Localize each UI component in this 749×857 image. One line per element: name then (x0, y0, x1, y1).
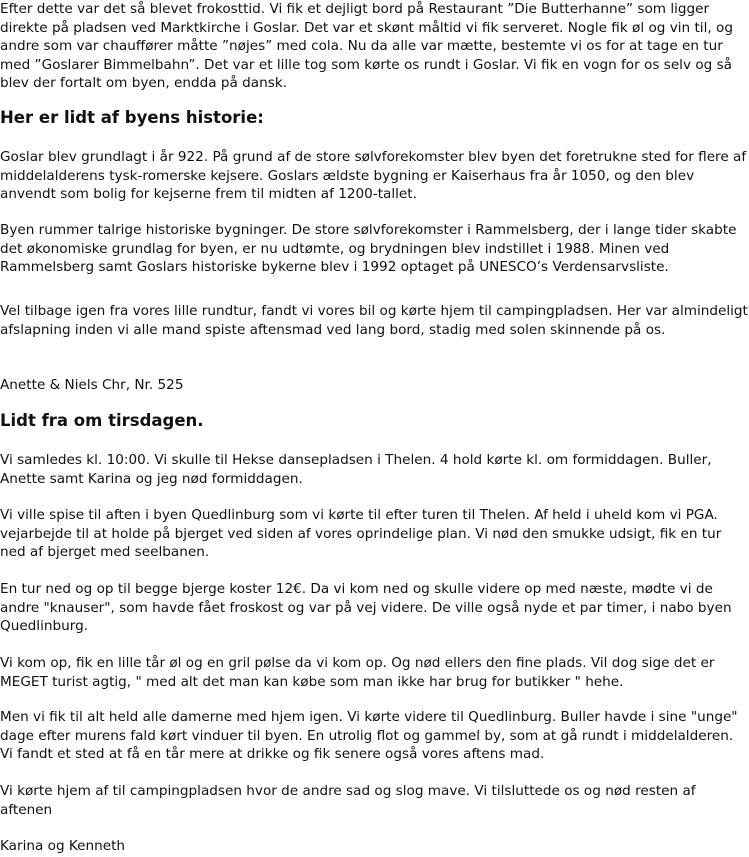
signature-karina-kenneth: Karina og Kenneth (0, 838, 126, 854)
tuesday-paragraph-1: Vi samledes kl. 10:00. Vi skulle til Hekse dansepladsen i Thelen. 4 hold kørte kl. om formiddagen. Buller, Anette samt Karina og jeg nød formiddagen. (0, 452, 712, 487)
history-paragraph-2: Byen rummer talrige historiske bygninger. De store sølvforekomster i Rammelsberg, der i lange tider skabte det økonomiske grundlag for byen, er nu udtømte, og brydningen blev indstillet i 1988. Minen ved Rammelsberg samt Goslars historiske bykerne blev i 1992 optaget på UNESCO’s Verdensarvsliste. (0, 222, 737, 275)
history-paragraph-1: Goslar blev grundlagt i år 922. På grund af de store sølvforekomster blev byen det foretrukne sted for flere af middelalderens tysk-romerske kejsere. Goslars ældste bygning er Kaiserhaus fra år 1050, og den blev anvendt som bolig for kejserne frem til midten af 1200-tallet. (0, 149, 747, 202)
tuesday-paragraph-5: Men vi fik til alt held alle damerne med hjem igen. Vi kørte videre til Quedlinburg. Buller havde i sine "unge" dage efter murens fald kørt vinduer til byen. En utrolig flot og gammel by, som at gå rundt i middelalderen. Vi fandt et sted at få en tår mere at drikke og fik senere også vores aftens mad. (0, 709, 738, 762)
tuesday-paragraph-4: Vi kom op, fik en lille tår øl og en gril pølse da vi kom op. Og nød ellers den fine plads. Vil dog sige det er MEGET turist agtig, " med alt det man kan købe som man ikke har brug for butikker " hehe. (0, 655, 715, 690)
tuesday-paragraph-3: En tur ned og op til begge bjerge koster 12€. Da vi kom ned og skulle videre op med næste, mødte vi de andre "knauser", som havde fået froskost og var på vej videre. De ville også nyde et par timer, i nabo byen Quedlinburg. (0, 581, 732, 634)
tuesday-paragraph-6: Vi kørte hjem af til campingpladsen hvor de andre sad og slog mave. Vi tilsluttede os og nød resten af aftenen (0, 783, 696, 818)
history-heading: Her er lidt af byens historie: (0, 108, 264, 127)
signature-anette-niels: Anette & Niels Chr, Nr. 525 (0, 377, 184, 393)
tuesday-paragraph-2: Vi ville spise til aften i byen Quedlinburg som vi kørte til efter turen til Thelen. Af held i uheld kom vi PGA. vejarbejde til at holde på bjerget ved siden af vores oprindelige plan. Vi nød den smukke udsigt, fik en tur ned af bjerget med seelbanen. (0, 507, 722, 560)
intro-paragraph: Efter dette var det så blevet frokosttid. Vi fik et dejligt bord på Restaurant ”Die Butterhanne” som ligger direkte på pladsen ved Marktkirche i Goslar. Det var et skønt måltid vi fik serveret. Nogle fik øl og vin til, og andre som var chauffører måtte ”nøjes” med cola. Nu da alle var mætte, bestemte vi os for at tage en tur med ”Goslarer Bimmelbahn”. Det var et lille tog som kørte os rundt i Goslar. Vi fik en vogn for os selv og så blev der fortalt om byen, endda på dansk. (0, 1, 733, 91)
return-trip-paragraph: Vel tilbage igen fra vores lille rundtur, fandt vi vores bil og kørte hjem til campingpladsen. Her var almindeligt afslapning inden vi alle mand spiste aftensmad ved lang bord, stadig med solen skinnende på os. (0, 303, 748, 338)
tuesday-heading: Lidt fra om tirsdagen. (0, 411, 204, 430)
